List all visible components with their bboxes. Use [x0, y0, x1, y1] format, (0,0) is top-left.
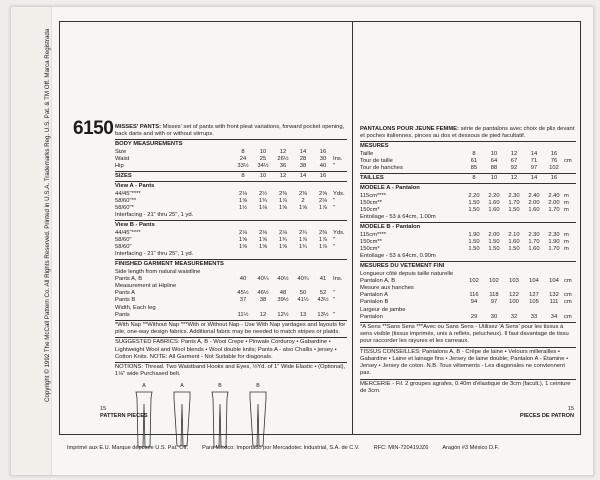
row-label: 150cm*	[360, 207, 380, 214]
row-cell: 2⅛	[278, 229, 288, 236]
hip-label: Hip	[115, 163, 124, 170]
size-cell: 14	[299, 148, 307, 155]
row-label: Largeur de jambe	[360, 306, 406, 313]
row-label: 44/45"****	[115, 229, 141, 236]
row-unit: "	[333, 297, 336, 304]
row-label: Pantalon	[360, 313, 383, 320]
row-cell: 1⅝	[238, 244, 248, 251]
row-cell: 1⅝	[258, 236, 268, 243]
pants-sketch-icon	[209, 390, 231, 450]
fr-nap-note: *A Sens **Sans Sens ***Avec ou Sans Sens - Utilisez 'A Sens' pour les tissus à sens visible (tissus imprimés, unis à reflets, pelucheux). Il faut davantage de tissu pour raccorder les rayures et les carreaux.	[360, 324, 569, 345]
pattern-number: 6150	[73, 118, 114, 139]
waist-cell: 25	[259, 155, 267, 162]
hip-cell: 38	[299, 163, 307, 170]
row-label: 58/60"*	[115, 205, 134, 212]
tour-taille-cell: 64	[490, 157, 498, 164]
row-cell: 39½	[277, 297, 289, 304]
row-cell: 2.30	[528, 231, 540, 238]
row-cell: 40¾	[297, 275, 309, 282]
row-label: Pants A	[115, 290, 135, 297]
table-row	[360, 200, 576, 207]
row-cell: 2.20	[468, 192, 480, 199]
row-cell: 37	[239, 297, 247, 304]
row-cell: 50	[299, 290, 307, 297]
table-row	[360, 246, 576, 253]
row-cell: 43½	[317, 297, 329, 304]
row-cell: 1.50	[468, 238, 480, 245]
row-cell: 132	[549, 292, 559, 299]
row-cell: 45½	[237, 290, 249, 297]
row-cell: 2⅛	[238, 190, 248, 197]
view-sketch	[247, 383, 269, 453]
view-sketches	[115, 383, 347, 453]
waist-cell: 30	[319, 155, 327, 162]
row-cell: 1¾	[298, 244, 308, 251]
hip-cell: 40	[319, 163, 327, 170]
row-unit: m	[564, 192, 569, 199]
row-cell: 30	[490, 313, 498, 320]
row-cell: 2.00	[488, 231, 500, 238]
row-cell: 40½	[277, 275, 289, 282]
row-cell: 12	[259, 311, 267, 318]
fr-mesures: MESURES	[360, 143, 389, 150]
fini-sub: Longueur côté depuis taille naturelle	[360, 270, 454, 277]
size-cell: 14	[299, 173, 307, 180]
row-unit	[333, 283, 347, 290]
row-label: Pantalon B	[360, 299, 389, 306]
taille-cell: 8	[472, 175, 476, 182]
copyright-text: Copyright © 1992 The McCall Pattern Co. All Rights Reserved. Printed in U.S.A. Trademarks Reg. U.S. Pat. & TM Off. Marca Registrada	[44, 28, 51, 402]
row-cell: 2⅜	[318, 229, 328, 236]
row-cell: 46½	[257, 290, 269, 297]
view-a-interfacing: Interfacing - 21" thru 25", 1 yd.	[115, 212, 194, 219]
tour-hanches-cell: 88	[490, 165, 498, 172]
row-cell: 2⅝	[318, 190, 328, 197]
row-cell: 1.70	[528, 238, 540, 245]
row-cell: 1⅛	[258, 205, 268, 212]
row-cell: 1.60	[488, 199, 500, 206]
table-row	[115, 297, 347, 304]
table-row	[115, 312, 347, 319]
table-row	[115, 191, 347, 198]
fini-heading: MESURES DU VETEMENT FINI	[360, 263, 445, 270]
row-cell: 1⅞	[318, 236, 328, 243]
row-cell: 1.50	[468, 207, 480, 214]
row-cell: 2⅜	[278, 190, 288, 197]
row-unit: Yds.	[333, 229, 345, 236]
view-label: A	[142, 382, 146, 389]
size-cell: 12	[279, 148, 287, 155]
footer-text: Imprimé aux E.U. Marque déposée U.S. Pat. Off.	[67, 445, 189, 451]
row-unit: cm	[564, 313, 572, 320]
modele-a-entoilage: Entoilage - 53 à 64cm, 1.00m	[360, 214, 436, 221]
row-cell: 34	[550, 313, 558, 320]
row-label: 150cm*	[360, 246, 380, 253]
row-unit	[564, 307, 576, 314]
en-body-measurements: BODY MEASUREMENTS	[115, 141, 183, 148]
mercerie: MERCERIE - Fil. 2 groupes agrafes, 0.40m d'élastique de 3cm (facult.), 1 ceinture de 3cm.	[360, 380, 571, 394]
nap-note: *With Nap **Without Nap ***With or Without Nap - Use With Nap yardages and layouts for pile, one-way design fabrics. Additional fabric may be needed to match stripes or plaids.	[115, 322, 346, 336]
taille-cell: 12	[510, 150, 518, 157]
row-label: Pantalon A, B	[360, 277, 396, 284]
row-cell: 1.90	[548, 238, 560, 245]
copyright-sidebar	[41, 28, 55, 402]
suggested-fabrics: SUGGESTED FABRICS: Pants A, B - Wool Crepe • Pinwale Corduroy • Gabardine • Lightweight Wool and Wool blends • Wool double knits; Pants A - also Challis • jersey • Cotton Knits. NOTE: All Garment - Not Suitable for diagonals.	[115, 339, 337, 360]
size-label: Size	[115, 148, 127, 155]
row-cell: 29	[470, 313, 478, 320]
row-cell: 122	[509, 292, 519, 299]
row-unit: Yds.	[333, 190, 345, 197]
sizes-label: SIZES	[115, 173, 132, 180]
row-cell: 1⅞	[278, 197, 288, 204]
tour-hanches-cell: 102	[549, 165, 559, 172]
row-label: Pants B	[115, 297, 136, 304]
row-cell: 2.00	[548, 199, 560, 206]
tour-hanches-cell: 97	[530, 165, 538, 172]
tissus-conseilles: TISSUS CONSEILLES: Pantalons A, B - Crêpe de laine • Velours millerailles • Gabardine • Laine et lainage fins • Jersey de laine double; Pantalon A - Étamine • Jersey • Jersey de coton. N.B. Tous vêtements - Les diagonales ne conviennent pas.	[360, 348, 569, 377]
row-cell: 32	[510, 313, 518, 320]
row-cell: 2.40	[528, 192, 540, 199]
row-cell: 2⅜	[298, 190, 308, 197]
footer	[67, 445, 587, 451]
row-cell: 2⅛	[258, 229, 268, 236]
row-unit: "	[333, 244, 336, 251]
row-label: Width, Each leg	[115, 304, 156, 311]
row-cell: 1.50	[508, 246, 520, 253]
taille-cell: 14	[530, 175, 538, 182]
row-cell: 48	[279, 290, 287, 297]
row-unit: m	[564, 238, 569, 245]
modele-a-heading: MODELE A - Pantalon	[360, 185, 420, 192]
table-row	[360, 207, 576, 214]
row-cell: 2.10	[508, 231, 520, 238]
row-cell: 2.30	[508, 192, 520, 199]
notions: NOTIONS: Thread. Two Waistband Hooks and Eyes, ½Yd. of 1" Wide Elastic • (Optional), 1⅛" wide Purchased belt.	[115, 364, 346, 378]
tour-hanches-label: Tour de hanches	[360, 165, 403, 172]
taille-cell: 12	[510, 175, 518, 182]
finished-sub: Side length from natural waistline	[115, 268, 201, 275]
row-cell: 13	[299, 311, 307, 318]
tour-hanches-cell: 85	[470, 165, 478, 172]
tour-hanches-cell: 92	[510, 165, 518, 172]
row-unit: "	[333, 205, 336, 212]
table-row	[115, 205, 347, 212]
row-label: 150cm**	[360, 199, 382, 206]
pants-sketch-icon	[247, 390, 269, 450]
row-label: 115cm****	[360, 192, 386, 199]
row-cell: 1⅞	[318, 244, 328, 251]
row-label: 58/60"**	[115, 197, 137, 204]
row-cell: 33	[530, 313, 538, 320]
row-cell: 1.60	[528, 207, 540, 214]
row-label: 44/45"****	[115, 190, 141, 197]
en-pieces-count: 15	[100, 406, 107, 412]
row-cell: 1⅝	[298, 205, 308, 212]
row-cell: 1⅝	[278, 244, 288, 251]
tour-taille-cell: 61	[470, 157, 478, 164]
table-row	[115, 244, 347, 251]
table-row	[360, 278, 576, 285]
tour-taille-cell: 76	[550, 157, 558, 164]
table-row	[115, 283, 347, 290]
row-cell: 11½	[237, 311, 249, 318]
view-b-interfacing: Interfacing - 21" thru 25", 1 yd.	[115, 251, 194, 258]
row-label: Pantalon A	[360, 292, 389, 299]
row-cell: 1¾	[258, 197, 268, 204]
row-label: Measurement at Hipline	[115, 283, 177, 290]
table-row	[360, 292, 576, 299]
row-cell: 1.60	[488, 207, 500, 214]
row-cell: 94	[470, 299, 478, 306]
row-cell: 1.70	[508, 199, 520, 206]
size-cell: 8	[241, 173, 245, 180]
row-cell: 1½	[238, 205, 248, 212]
row-cell: 1.50	[468, 199, 480, 206]
hip-cell: 33½	[237, 163, 249, 170]
row-cell: 40¼	[257, 275, 269, 282]
row-cell: 38	[259, 297, 267, 304]
row-cell: 12½	[277, 311, 289, 318]
row-cell: 1⅞	[298, 236, 308, 243]
row-cell: 97	[490, 299, 498, 306]
view-sketch	[171, 383, 193, 453]
row-cell: 1.60	[508, 238, 520, 245]
en-description: Misses' set of pants with front pleat variations, forward pocket opening, back darts and with or without stirrups.	[115, 124, 345, 138]
fr-pieces-label: PIECES DE PATRON	[519, 413, 574, 419]
row-cell: 102	[489, 277, 499, 284]
waist-cell: 28	[299, 155, 307, 162]
tour-taille-cell: 71	[530, 157, 538, 164]
table-row	[115, 237, 347, 244]
view-label: A	[180, 382, 184, 389]
row-cell: 103	[509, 277, 519, 284]
row-unit: m	[564, 199, 569, 206]
row-cell: 2¼	[298, 229, 308, 236]
row-cell: 1.90	[468, 231, 480, 238]
row-unit: cm	[564, 277, 572, 284]
table-row	[360, 239, 576, 246]
view-b-heading: View B - Pants	[115, 222, 155, 229]
row-cell: 105	[529, 299, 539, 306]
row-cell: 1.60	[528, 246, 540, 253]
row-cell: 2	[301, 197, 305, 204]
size-cell: 10	[259, 173, 267, 180]
row-unit: "	[333, 236, 336, 243]
row-cell: 1.50	[508, 207, 520, 214]
row-cell: 2½	[258, 190, 268, 197]
column-divider	[352, 22, 353, 434]
row-cell: 116	[469, 292, 479, 299]
table-row	[115, 290, 347, 297]
french-column	[360, 22, 576, 395]
row-cell: 1⅝	[238, 236, 248, 243]
table-row	[360, 314, 576, 321]
row-label: 115cm****	[360, 231, 386, 238]
waist-cell: 26½	[277, 155, 289, 162]
table-row	[115, 198, 347, 205]
row-unit: "	[333, 311, 336, 318]
row-cell: 52	[319, 290, 327, 297]
english-column	[73, 22, 347, 453]
row-cell: 102	[469, 277, 479, 284]
table-row	[115, 230, 347, 237]
view-label: B	[218, 382, 222, 389]
table-row	[115, 276, 347, 283]
modele-b-heading: MODELE B - Pantalon	[360, 224, 421, 231]
row-cell: 2⅛	[318, 197, 328, 204]
hip-unit: "	[333, 163, 336, 170]
row-cell: 1.70	[548, 246, 560, 253]
row-cell: 1⅞	[318, 205, 328, 212]
size-cell: 8	[241, 148, 245, 155]
size-cell: 10	[259, 148, 267, 155]
waist-unit: Ins.	[333, 155, 343, 162]
size-cell: 16	[319, 173, 327, 180]
row-cell: 1⅝	[238, 197, 248, 204]
taille-cell: 10	[490, 150, 498, 157]
row-unit: m	[564, 231, 569, 238]
pants-sketch-icon	[171, 390, 193, 450]
cm-unit: cm	[564, 157, 572, 164]
footer-text: Para México: Importado por Mercadotec Industrial, S.A. de C.V.	[202, 445, 360, 451]
taille-cell: 14	[530, 150, 538, 157]
taille-label: Taille	[360, 150, 374, 157]
taille-cell: 8	[472, 150, 476, 157]
row-label: 58/60"	[115, 236, 132, 243]
row-unit: cm	[564, 292, 572, 299]
taille-cell: 16	[550, 150, 558, 157]
row-unit: m	[564, 246, 569, 253]
table-row	[115, 305, 347, 312]
row-cell: 118	[489, 292, 499, 299]
en-pattern-pieces	[100, 406, 148, 420]
row-cell: 104	[529, 277, 539, 284]
tour-taille-cell: 67	[510, 157, 518, 164]
view-sketch	[209, 383, 231, 453]
table-row	[360, 299, 576, 306]
row-cell: 2.20	[488, 192, 500, 199]
row-label: Mesure aux hanches	[360, 285, 414, 292]
row-cell: 111	[549, 299, 559, 306]
row-cell: 1⅝	[258, 244, 268, 251]
en-title: MISSES' PANTS:	[115, 124, 162, 130]
row-label: Pants A, B	[115, 275, 143, 282]
tour-taille-label: Tour de taille	[360, 157, 393, 164]
waist-cell: 24	[239, 155, 247, 162]
footer-text: RFC: MIN-720419JZ6	[373, 445, 429, 451]
row-unit: Ins.	[333, 275, 343, 282]
table-row	[360, 307, 576, 314]
row-label: 58/60"	[115, 244, 132, 251]
view-label: B	[256, 382, 260, 389]
row-unit: "	[333, 290, 336, 297]
row-cell: 2⅛	[238, 229, 248, 236]
table-row	[360, 285, 576, 292]
row-cell: 1.50	[468, 246, 480, 253]
waist-label: Waist	[115, 155, 130, 162]
fr-title: PANTALONS POUR JEUNE FEMME:	[360, 126, 459, 132]
row-unit	[564, 285, 576, 292]
row-label: 150cm**	[360, 238, 382, 245]
row-unit	[333, 305, 347, 312]
row-cell: 2.30	[548, 231, 560, 238]
row-cell: 104	[549, 277, 559, 284]
row-unit: cm	[564, 299, 572, 306]
row-unit: m	[564, 207, 569, 214]
row-cell: 1⅝	[278, 205, 288, 212]
en-pieces-label: PATTERN PIECES	[100, 413, 148, 419]
row-cell: 1.50	[488, 246, 500, 253]
table-row	[360, 193, 576, 200]
row-unit: "	[333, 197, 336, 204]
row-cell: 2.00	[528, 199, 540, 206]
table-row	[360, 232, 576, 239]
view-a-heading: View A - Pants	[115, 183, 155, 190]
hip-cell: 36	[279, 163, 287, 170]
size-cell: 16	[319, 148, 327, 155]
taille-cell: 10	[490, 175, 498, 182]
hip-cell: 34½	[257, 163, 269, 170]
fr-description: série de pantalons avec choix de plis devant et poches italiennes, pinces au dos et dessous de pied facultatif.	[360, 126, 575, 140]
row-cell: 100	[509, 299, 519, 306]
taille-cell: 16	[550, 175, 558, 182]
tailles-label: TAILLES	[360, 175, 384, 182]
finished-heading: FINISHED GARMENT MEASUREMENTS	[115, 261, 224, 268]
row-cell: 1.70	[548, 207, 560, 214]
row-cell: 40	[239, 275, 247, 282]
size-cell: 12	[279, 173, 287, 180]
pattern-envelope	[10, 6, 594, 476]
row-cell: 41½	[297, 297, 309, 304]
info-box	[44, 21, 581, 435]
row-label: Pants	[115, 311, 130, 318]
footer-text: Aragón #3 México D.F.	[442, 445, 499, 451]
row-cell: 2.40	[548, 192, 560, 199]
fr-pieces-count: 15	[567, 406, 574, 412]
row-cell: 13½	[317, 311, 329, 318]
fr-pattern-pieces	[498, 406, 574, 420]
row-cell: 1.50	[488, 238, 500, 245]
row-cell: 1¾	[278, 236, 288, 243]
row-cell: 41	[319, 275, 327, 282]
row-cell: 127	[529, 292, 539, 299]
modele-b-entoilage: Entoilage - 53 à 64cm, 0.90m	[360, 253, 436, 260]
